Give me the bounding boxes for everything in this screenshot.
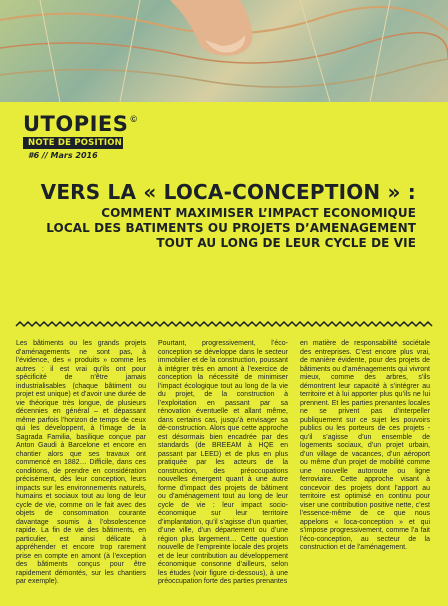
subtitle-line: TOUT AU LONG DE LEUR CYCLE DE VIE — [156, 236, 416, 250]
article-body — [16, 340, 430, 587]
text-column-1: Les bâtiments ou les grands projets d’aménagements ne sont pas, à l’évidence, des « produits » comme les autres : il est vrai qu’ils ont pour spécificité de n’être jamais industrialisables (chaque bâtiment ou projet est unique) et d’avoir une durée de vie théorique très longue, de plusieurs décennies en général – et dépassant même parfois l’horizon de temps de ceux qui les développent, à l’image de la Sagrada Familia, basilique conçue par Anton Gaudi à Barcelone et encore en chantier alors que ses travaux ont commencé en 1882… Difficile, dans ces conditions, de prendre en considération précisément, dès leur conception, leurs impacts sur les environnements naturels, humains et sociaux tout au long de leur cycle de vie, comme on le fait avec des objets de consommation courante davantage soumis à l’obsolescence rapide. La fin de vie des bâtiments, en particulier, est ainsi délicate à appréhender et encore trop rarement prise en compte en amont (à l’exception des bâtiments conçus pour être rapidement démontés, sur les chantiers par exemple). — [16, 340, 146, 585]
subtitle-line: COMMENT MAXIMISER L’IMPACT ECONOMIQUE — [101, 206, 416, 220]
brand-logo — [23, 113, 137, 135]
page-subtitle — [46, 206, 416, 251]
note-type-badge: NOTE DE POSITION — [23, 137, 123, 149]
brand-name: UTOPIES — [23, 112, 129, 136]
issue-date: #6 // Mars 2016 — [28, 151, 98, 160]
subtitle-line: LOCAL DES BATIMENTS OU PROJETS D’AMENAGEMENT — [46, 221, 416, 235]
hero-photo — [0, 0, 448, 102]
text-column-2: Pourtant, progressivement, l’éco-conception se développe dans le secteur immobilier et de la construction, poussant à intégrer très en amont à l’exercice de conception la nécessité de minimiser l’impact écologique tout au long de la vie du projet, de la construction à l’exploitation en passant par sa rénovation éventuelle et allant même, dans certains cas, jusqu’à envisager sa dé-construction. Alors que cette approche est désormais bien encadrée par des standards (de BREEAM à HQE en passant par LEED) et de plus en plus pratiquée par les acteurs de la construction, des préoccupations nouvelles émergent quant à une autre forme d’impact des projets de bâtiment ou d’aménagement tout au long de leur cycle de vie : leur impact socio-économique sur leur territoire d’implantation, qu’il s’agisse d’un quartier, d’une ville, d’un département ou d’une région plus largement… Cette question nouvelle de l’empreinte locale des projets et de leur contribution au développement économique consonne d’ailleurs, selon les études (voir figure ci-dessous), à une préoccupation forte des parties prenantes — [158, 340, 288, 585]
text-column-3: en matière de responsabilité sociétale des entreprises. C’est encore plus vrai, de manière évidente, pour des projets de bâtiments ou d’aménagements qui vivront mieux, comme des arbres, s’ils démontrent leur capacité à s’intégrer au territoire et à lui apporter plus qu’ils ne lui prennent. Et les parties prenantes locales ne se privent pas d’interpeller publiquement sur ce sujet les pouvoirs publics ou les porteurs de ces projets - qu’il s’agisse d’un ensemble de logements sociaux, d’un projet urbain, d’un village de vacances, d’un aéroport ou même d’un projet de mobilité comme une nouvelle autoroute ou ligne ferroviaire. Cette approche visant à concevoir des projets dont l’apport au territoire est optimisé en continu pour viser une contribution positive nette, c’est l’essence-même de ce que nous appelons « loca-conception » et qui s’impose progressivement, comme l’a fait l’éco-conception, au secteur de la construction et de l’aménagement. — [300, 340, 430, 551]
copyright-icon: © — [130, 114, 138, 124]
zigzag-divider — [0, 320, 448, 328]
page-title: VERS LA « LOCA-CONCEPTION » : — [40, 180, 416, 204]
